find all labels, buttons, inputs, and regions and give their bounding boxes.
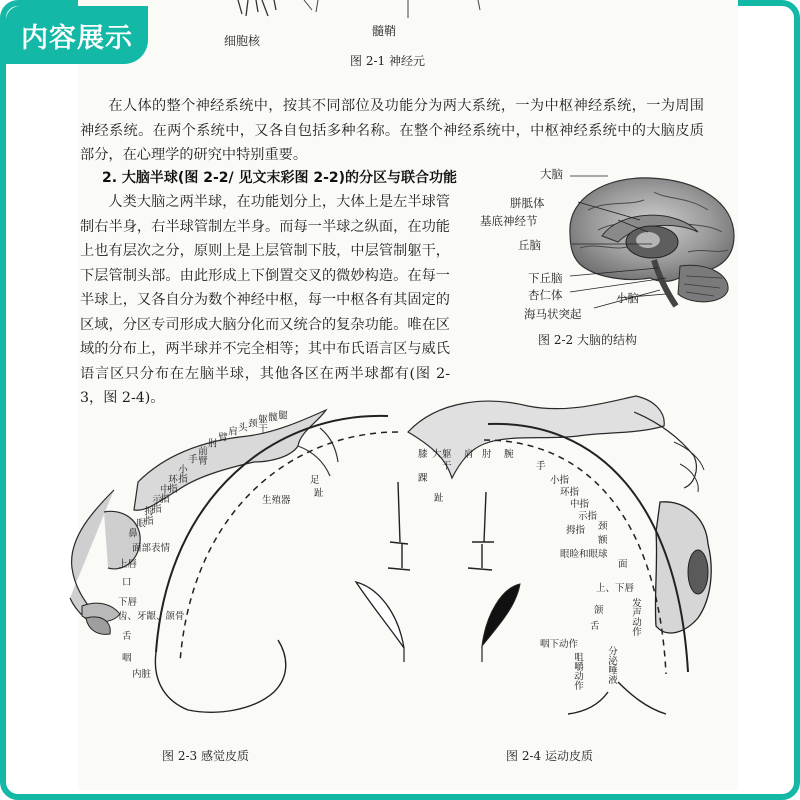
fig3-arc-label: 示指 (150, 494, 161, 513)
fig3-label-upper-lip: 上唇 (118, 559, 138, 570)
fig4-label-brow: 额 (598, 535, 608, 546)
fig2-label-basal-ganglia: 基底神经节 (480, 214, 538, 228)
fig4-label-big: 大 (432, 449, 442, 460)
fig3-label-foot: 足 (310, 475, 320, 486)
fig3-arc-label: 鼻 (126, 528, 137, 538)
fig3-label-toes: 趾 (314, 488, 324, 499)
fig2-label-hippocampus: 海马状突起 (524, 307, 582, 321)
fig3-arc-label: 环指 (166, 474, 177, 493)
fig4-label-chewing: 咀嚼动作 (572, 652, 583, 690)
fig3-arc-label: 手 (186, 454, 197, 464)
fig3-label-tongue: 舌 (122, 631, 132, 642)
fig3-label-mouth: 口 (122, 577, 132, 588)
fig4-label-thumb: 拇指 (566, 525, 586, 536)
fig3-arc-label: 臂 (216, 432, 227, 442)
fig3-label-genitals: 生殖器 (262, 495, 291, 506)
fig3-arc-label: 肩 (226, 426, 237, 436)
fig3-arc-label: 肘 (206, 438, 217, 448)
fig4-label-index-finger: 示指 (578, 511, 598, 522)
fig4-label-ring-finger: 环指 (560, 487, 580, 498)
fig3-label-lower-lip: 下唇 (118, 597, 138, 608)
fig4-label-little-finger: 小指 (550, 475, 570, 486)
fig4-label-knee: 膝 (418, 449, 428, 460)
fig4-label-salivation: 分泌唾液 (606, 646, 617, 684)
fig2-leader-lines (548, 170, 708, 320)
fig4-label-tongue: 舌 (590, 621, 600, 632)
fig3-arc-label: 颈 (246, 418, 257, 428)
fig4-label-middle-finger: 中指 (570, 499, 590, 510)
fig2-label-hypothalamus: 下丘脑 (528, 271, 563, 285)
fig3-arc-label: 前臂 (196, 446, 207, 465)
fig4-label-toes: 趾 (434, 493, 444, 504)
neuron-illustration (218, 0, 518, 30)
fig1-caption: 图 2-1 神经元 (350, 54, 425, 68)
fig3-arc-label: 小指 (176, 464, 187, 483)
fig4-label-swallowing: 咽下动作 (540, 639, 579, 650)
fig3-label-pharynx: 咽 (122, 653, 132, 664)
content-preview-badge (6, 6, 148, 64)
fig4-label-vocalization: 发声动作 (630, 598, 641, 636)
fig4-label-trunk-2: 干 (442, 461, 452, 472)
fig1-label-myelin: 髓鞘 (372, 24, 397, 38)
fig3-arc-label: 躯干 (256, 414, 267, 433)
motor-homunculus-illustration (408, 392, 728, 732)
badge-label: 内容展示 (21, 22, 133, 54)
fig3-arc-label: 头 (236, 422, 247, 432)
fig2-label-cerebrum: 大脑 (540, 167, 563, 181)
fig3-label-teeth-gums-jaw: 齿、牙龈、颌骨 (118, 611, 185, 622)
fig2-caption: 图 2-2 大脑的结构 (538, 333, 637, 347)
fig4-label-jaw: 颌 (594, 605, 604, 616)
fig1-label-nucleus: 细胞核 (224, 34, 261, 48)
fig3-arc-label: 拇指 (142, 506, 153, 525)
fig4-label-hand: 手 (536, 461, 546, 472)
fig3-arc-label: 中指 (158, 484, 169, 503)
fig4-label-eyelid-eyeball: 眼睑和眼球 (560, 549, 608, 560)
fig2-label-amygdala: 杏仁体 (528, 288, 563, 302)
fig3-arc-label: 腿 (276, 410, 287, 420)
fig4-label-face: 面 (618, 559, 628, 570)
fig2-label-corpus-callosum: 胼胝体 (510, 196, 545, 210)
section-2-body: 人类大脑之两半球，在功能划分上，大体上是左半球管制右半身，右半球管制左半身。而每一半球之纵面，在功能上也有层次之分，原则上是上层管制下肢，中层管制躯干，下层管制头部。由此形成上下倒置交叉的微妙构造。在每一半球上，又各自分为数个神经中枢，每一中枢各有其固定的区域，分区专司形成大脑分化而又统合的复杂功能。唯在区域的分布上，两半球并不完全相等；其中布氏语言区与威氏语言区只分布在左脑半球，其他各区在两半球都有(图 2-3，图 2-4)。 (80, 194, 450, 406)
paragraph-1: 在人体的整个神经系统中，按其不同部位及功能分为两大系统，一为中枢神经系统，一为周围神经系统。在两个系统中，又各自包括多种名称。在整个神经系统中，中枢神经系统中的大脑皮质部分，在心理学的研究中特别重要。 (80, 98, 704, 163)
fig3-label-viscera: 内脏 (132, 669, 152, 680)
fig4-label-wrist: 腕 (504, 449, 514, 460)
fig4-label-ankle: 踝 (418, 473, 428, 484)
fig3-caption: 图 2-3 感觉皮质 (162, 749, 249, 763)
fig4-label-lips: 上、下唇 (596, 583, 635, 594)
fig3-label-facial-expression: 面部表情 (132, 543, 171, 554)
fig4-label-elbow: 肘 (482, 449, 492, 460)
fig4-label-neck: 颈 (598, 521, 608, 532)
fig2-label-thalamus: 丘脑 (518, 238, 541, 252)
fig3-arc-label: 眼 (134, 518, 145, 528)
book-page (78, 0, 738, 790)
section-2-heading: 2. 大脑半球(图 2-2/ 见文末彩图 2-2)的分区与联合功能 (102, 170, 458, 186)
fig4-label-trunk: 躯 (442, 449, 452, 460)
fig4-caption: 图 2-4 运动皮质 (506, 749, 593, 763)
fig3-arc-labels (126, 410, 338, 540)
fig2-label-cerebellum: 小脑 (616, 291, 639, 305)
fig4-label-shoulder: 肩 (464, 449, 474, 460)
fig3-arc-label: 髋 (266, 412, 277, 422)
